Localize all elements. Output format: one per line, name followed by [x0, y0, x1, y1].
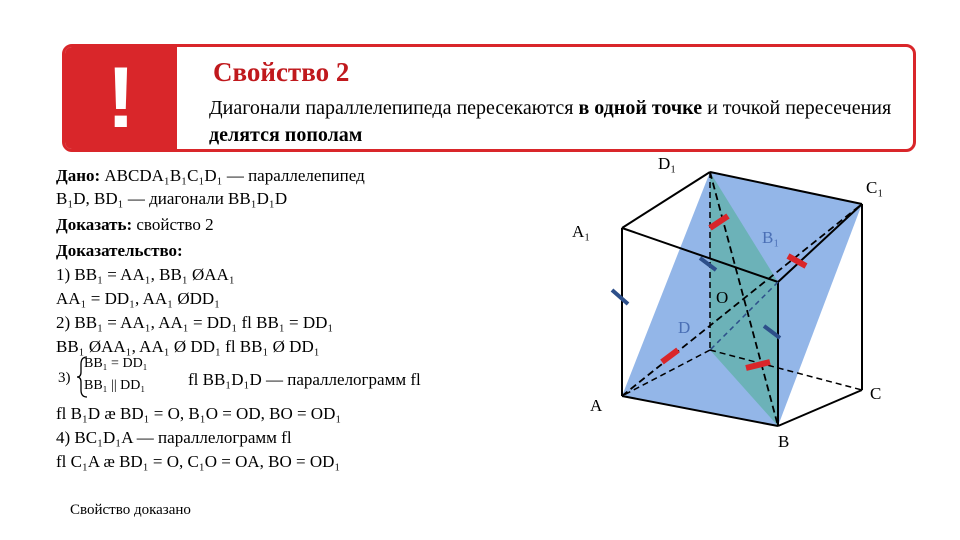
system-row-1: BB₁ = DD₁ [84, 356, 148, 371]
proof-heading [56, 241, 183, 261]
prove-text: свойство 2 [132, 215, 214, 234]
banner-statement [209, 95, 909, 149]
vertex-label-d: D [678, 318, 691, 337]
parallelepiped-figure [560, 150, 940, 470]
proof-step-2: 2) BB₁ = AA₁, AA₁ = DD₁ fl BB₁ = DD₁ [56, 313, 334, 332]
system-row-2: BB₁ || DD₁ [84, 378, 146, 393]
given-text: ABCDA₁B₁C₁D₁ — параллелепипед [100, 166, 365, 185]
center-label-o: O [716, 288, 729, 307]
system-of-equations [54, 356, 186, 400]
vertex-label-c1: C₁ [866, 178, 884, 197]
statement-bold-2: делятся пополам [209, 124, 363, 146]
parallelepiped-diagram [560, 150, 940, 470]
property-banner [62, 44, 916, 152]
proof-step-4b: fl C₁A æ BD₁ = O, C₁O = OA, BO = OD₁ [56, 452, 341, 471]
statement-bold-1: в одной точке [578, 97, 703, 119]
proof-step-4: 4) BC₁D₁A — параллелограмм fl [56, 428, 292, 447]
conclusion: Свойство доказано [70, 502, 191, 518]
vertex-label-b: B [778, 432, 790, 451]
vertex-label-d1: D₁ [658, 154, 677, 173]
vertex-label-a: A [590, 396, 603, 415]
statement-part-1: Диагонали параллелепипеда пересекаются [209, 97, 579, 119]
proof-step-3b: fl B₁D æ BD₁ = O, B₁O = OD, BO = OD₁ [56, 404, 342, 423]
given-label: Дано: [56, 166, 101, 185]
given-line [56, 166, 365, 186]
prove-line [56, 215, 214, 235]
vertex-label-c: C [870, 384, 882, 403]
banner-title: Свойство 2 [213, 57, 350, 87]
proof-step-2b: BB₁ ØAA₁, AA₁ Ø DD₁ fl BB₁ Ø DD₁ [56, 337, 320, 356]
system-label: 3) [58, 370, 71, 386]
proof-step-1b: AA₁ = DD₁, AA₁ ØDD₁ [56, 289, 221, 308]
vertex-label-a1: A₁ [572, 222, 591, 241]
proof-step-3: fl BB₁D₁D — параллелограмм fl [188, 370, 421, 389]
proof-label: Доказательство: [56, 241, 183, 260]
statement-part-2: и точкой пересечения [702, 97, 892, 119]
prove-label: Доказать: [56, 215, 133, 234]
given-line-2: B₁D, BD₁ — диагонали BB₁D₁D [56, 189, 288, 208]
exclamation-icon: ! [65, 47, 177, 149]
vertex-label-b1: B₁ [762, 228, 780, 247]
proof-step-1: 1) BB₁ = AA₁, BB₁ ØAA₁ [56, 265, 235, 284]
